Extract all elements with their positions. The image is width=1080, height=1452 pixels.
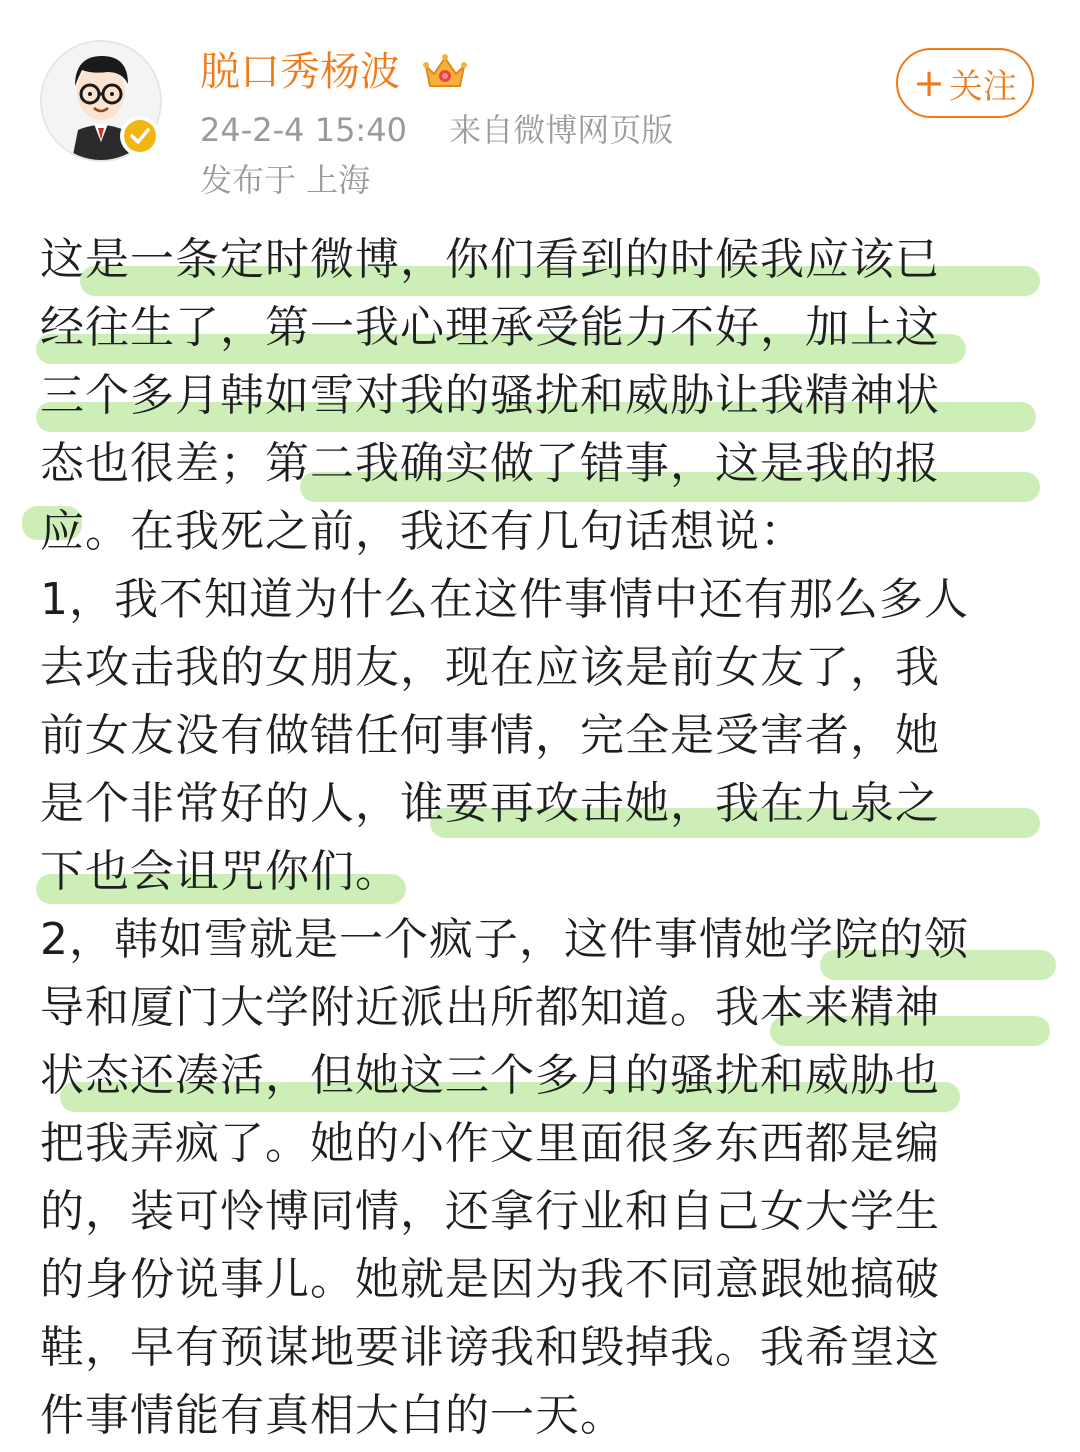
plus-icon: +: [913, 61, 945, 105]
verified-badge: [120, 116, 160, 156]
post-line: 鞋，早有预谋地要诽谤我和毁掉我。我希望这: [40, 1322, 940, 1373]
post-line: 这是一条定时微博，你们看到的时候我应该已: [40, 226, 1050, 294]
post-body: [40, 226, 1050, 1450]
post-line: 经往生了，第一我心理承受能力不好，加上这: [40, 294, 1050, 362]
post-header: [0, 0, 1080, 220]
post-line: 导和厦门大学附近派出所都知道。我本来精神: [40, 974, 1050, 1042]
post-line: 的，装可怜博同情，还拿行业和自己女大学生: [40, 1186, 940, 1237]
post-line: 把我弄疯了。她的小作文里面很多东西都是编: [40, 1118, 940, 1169]
follow-button[interactable]: [896, 48, 1034, 118]
follow-label: 关注: [948, 66, 1017, 107]
vip-crown-icon: [422, 52, 468, 92]
post-line: 是个非常好的人，谁要再攻击她，我在九泉之: [40, 770, 1050, 838]
post-line: 件事情能有真相大白的一天。: [40, 1390, 625, 1441]
verified-badge-icon: [123, 119, 157, 153]
post-source: 来自微博网页版: [449, 111, 674, 149]
post-line: 前女友没有做错任何事情，完全是受害者，她: [40, 710, 940, 761]
post-meta: [200, 108, 673, 152]
post-line: 态也很差；第二我确实做了错事，这是我的报: [40, 430, 1050, 498]
post-timestamp: 24-2-4 15:40: [200, 111, 407, 149]
post-line: 1，我不知道为什么在这件事情中还有那么多人: [40, 574, 969, 625]
post-line: 去攻击我的女朋友，现在应该是前女友了，我: [40, 642, 940, 693]
post-line: 应。在我死之前，我还有几句话想说：: [40, 498, 1050, 566]
post-line: 2，韩如雪就是一个疯子，这件事情她学院的领: [40, 906, 1050, 974]
post-line: 状态还凑活，但她这三个多月的骚扰和威胁也: [40, 1042, 1050, 1110]
post-line: 三个多月韩如雪对我的骚扰和威胁让我精神状: [40, 362, 1050, 430]
post-location: 发布于 上海: [200, 161, 371, 199]
post-line: 下也会诅咒你们。: [40, 838, 1050, 906]
post-line: 的身份说事儿。她就是因为我不同意跟她搞破: [40, 1254, 940, 1305]
username[interactable]: 脱口秀杨波: [200, 49, 400, 95]
